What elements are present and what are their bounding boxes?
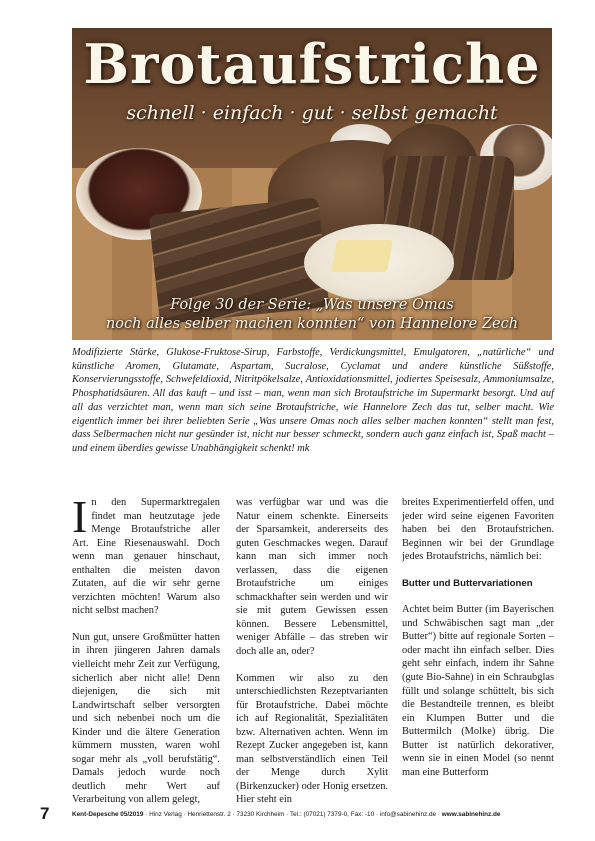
website-link[interactable]: www.sabinehinz.de: [441, 811, 501, 818]
publication-name: Kent-Depesche 05/2019: [72, 811, 144, 818]
paragraph-text: n den Supermarktregalen findet man heutzutage jede Menge Brotaufstriche aller Art. Eine Riesenauswahl. Doch wenn man genauer hinschaut, enthalten die meisten davon Zutaten, auf die wir sehr gerne verzichten möchten! Warum also nicht selbst machen?: [72, 497, 220, 617]
paragraph: Nun gut, unsere Großmütter hatten in ihren jüngeren Jahren damals vielleicht mehr Zeit zur Verfügung, sicherlich aber nicht alle! Denn diejenigen, die sich mit Landwirtschaft selber versorgten und sich nebenbei noch um die Kinder und die ältere Generation kümmern mussten, waren wohl sogar mehr als „voll berufstätig“. Damals jedoch wurde noch deutlich mehr Wert auf Verarbeitung von allem gelegt,: [72, 631, 220, 806]
section-heading: Butter und Buttervariationen: [402, 577, 533, 589]
intro-paragraph: Modifizierte Stärke, Glukose-Fruktose-Sirup, Farbstoffe, Verdickungsmittel, Emulgatoren, „natürliche“ und künstliche Aromen, Glutamate, Aspartam, Sucralose, Cyclamat und andere künstliche Süßstoffe, Konservierungsstoffe, Schwefeldioxid, Nitritpökelsalze, Antioxidationsmittel, jodiertes Speisesalz, Ammoniumsalze, Phosphatidsäuren. All das kauft – und isst – man, wenn man sich Brotaufstriche im Supermarkt besorgt. Und auf all das verzichtet man, wenn man sich seine Brotaufstriche, wie Hannelore Zech das tut, selber macht. Wie eigentlich immer bei ihrer beliebten Serie „Was unsere Omas noch alles selber machen konnten“ stellt man fest, dass Selbermachen nicht nur gesünder ist, nicht nur besser schmeckt, sondern auch ganz einfach ist, Spaß macht – und einem überdies gewisse Unabhängigkeit schenkt! mk: [72, 347, 554, 454]
paragraph: Achtet beim Butter (im Bayerischen und Schwäbischen sagt man „der Butter“) bitte auf regionale Sorten – oder macht ihn einfach selber. Dies geht sehr einfach, indem ihr Sahne (gute Bio-Sahne) in ein Schraubglas füllt und solange schüttelt, bis sich die Bestandteile trennen, es bleibt ein Klumpen Butter und die Buttermilch (Molke) übrig. Die Butter ist natürlich dekorativer, wenn sie in einen Model (so nennt man eine Butterform: [402, 604, 554, 778]
page-number: 7: [40, 804, 50, 823]
series-caption: [72, 296, 552, 334]
hero-photo: [72, 28, 552, 340]
paragraph: breites Experimentierfeld offen, und jeder wird seine eigenen Favoriten haben bei den Brotaufstrichen. Beginnen wir bei der Grundlage jedes Brotaufstrichs, nämlich bei:: [402, 497, 554, 563]
publisher-details: · Hinz Verlag · Henriettenstr. 2 · 73230 Kirchheim · Tel.: (07021) 7379-0, Fax: -10 · info@sabinehinz.de ·: [143, 811, 442, 818]
article-subtitle: schnell · einfach · gut · selbst gemacht: [126, 102, 498, 124]
drop-cap: I: [72, 491, 88, 542]
text-column-3: [402, 496, 554, 792]
text-column-2: [236, 496, 388, 820]
series-caption-line: Folge 30 der Serie: „Was unsere Omas: [170, 297, 454, 313]
article-title: Brotaufstriche: [83, 32, 541, 96]
paragraph: was verfügbar war und was die Natur einem schenkte. Einerseits der Sparsamkeit, andererseits des guten Geschmackes wegen. Darauf kann man sich immer noch verlassen, dass die eigenen Brotaufstriche um einiges schmackhafter sein werden und wir sie mit gutem Gewissen essen können. Bessere Lebensmittel, weniger Abfälle – das streben wir doch alle an, oder?: [236, 497, 388, 658]
series-caption-line: noch alles selber machen konnten“ von Hannelore Zech: [105, 316, 519, 332]
butter-image: [331, 240, 393, 272]
text-column-1: [72, 491, 220, 820]
paragraph: [72, 491, 220, 618]
page-footer: [72, 811, 554, 818]
paragraph: Kommen wir also zu den unterschiedlichsten Rezeptvarianten für Brotaufstriche. Dabei möchte ich auf Regionalität, Spezialitäten bzw. Alternativen achten. Wenn im Rezept Zucker angegeben ist, kann man selbstverständlich einen Teil der Menge durch Xylit (Birkenzucker) oder Honig ersetzen. Hier steht ein: [236, 672, 388, 806]
